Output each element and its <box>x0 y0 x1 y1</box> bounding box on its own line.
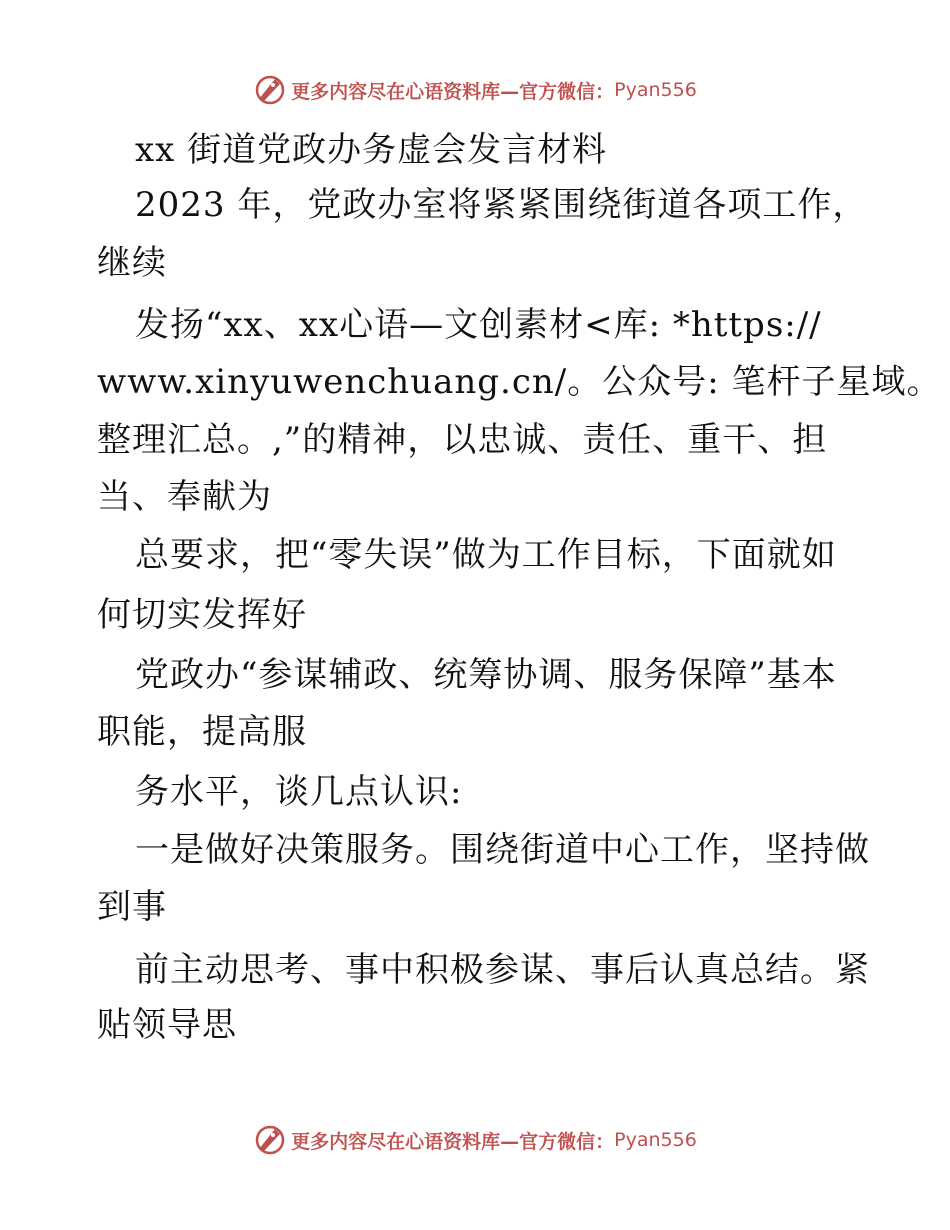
pen-nib-circle-icon <box>253 73 287 107</box>
watermark-wechat-id: Pyan556 <box>614 79 697 101</box>
paragraph-line: 到事 <box>97 887 167 927</box>
paragraph-line: 整理汇总。,”的精神，以忠诚、责任、重干、担 <box>97 420 828 460</box>
watermark-wechat-id: Pyan556 <box>614 1129 697 1151</box>
paragraph-line: 前主动思考、事中积极参谋、事后认真总结。紧 <box>135 950 870 990</box>
footer-watermark-banner <box>0 1120 950 1160</box>
paragraph-line: 总要求，把“零失误”做为工作目标，下面就如 <box>135 535 837 575</box>
paragraph-line: 2023 年，党政办室将紧紧围绕街道各项工作， <box>135 185 868 225</box>
paragraph-line: 贴领导思 <box>97 1005 237 1045</box>
pen-nib-circle-icon <box>253 1123 287 1157</box>
paragraph-line: 当、奉献为 <box>97 477 272 517</box>
header-watermark-banner <box>0 70 950 110</box>
paragraph-line: 务水平，谈几点认识: <box>135 772 463 812</box>
paragraph-line: 职能，提高服 <box>97 712 307 752</box>
paragraph-line: 党政办“参谋辅政、统筹协调、服务保障”基本 <box>135 655 837 695</box>
document-title: xx 街道党政办务虚会发言材料 <box>135 130 608 170</box>
paragraph-line: 一是做好决策服务。围绕街道中心工作，坚持做 <box>135 830 870 870</box>
paragraph-line: 何切实发挥好 <box>97 595 307 635</box>
watermark-slogan: 更多内容尽在心语资料库—官方微信： <box>291 80 615 103</box>
paragraph-line: 继续 <box>97 243 167 283</box>
paragraph-line: www.xinyuwenchuang.cn/。公众号: 笔杆子星域。 <box>97 362 942 402</box>
watermark-slogan: 更多内容尽在心语资料库—官方微信： <box>291 1130 615 1153</box>
paragraph-line: 发扬“xx、xx心语—文创素材<库: *https:// <box>135 305 822 345</box>
